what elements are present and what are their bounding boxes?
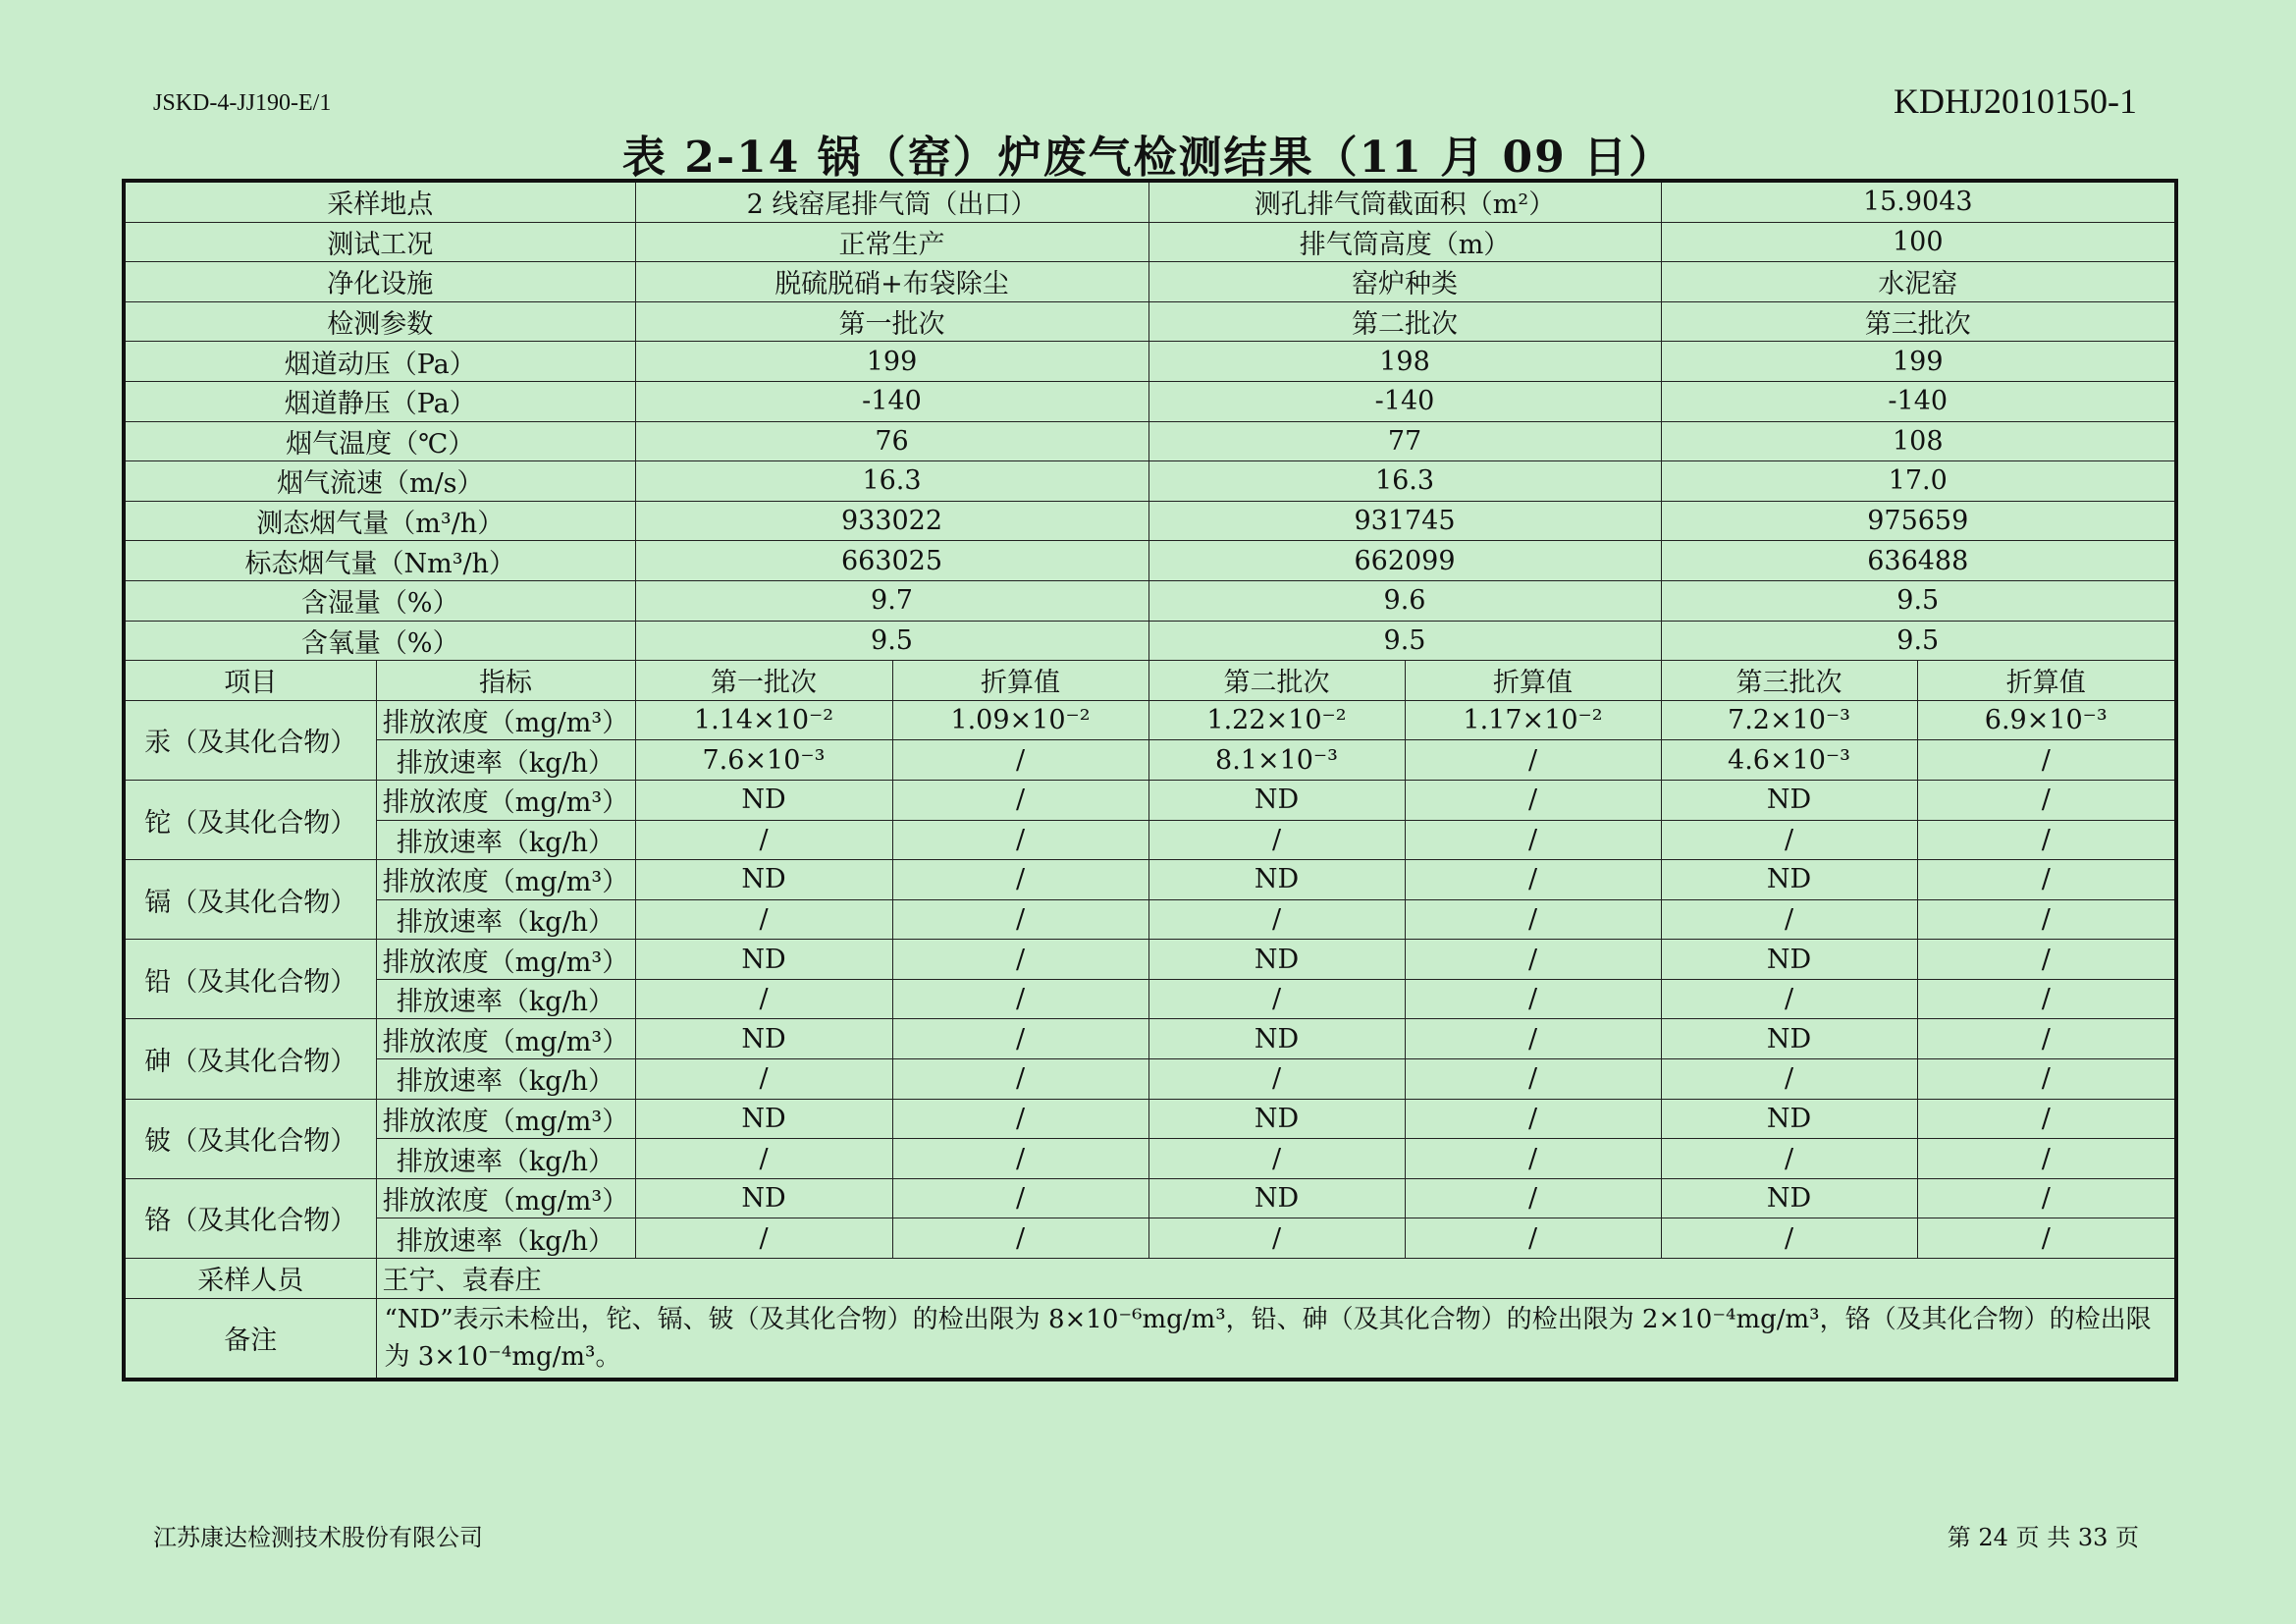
- value-cell: /: [1405, 780, 1661, 820]
- value-cell: /: [1661, 899, 1917, 940]
- value-cell: 8.1×10⁻³: [1148, 740, 1405, 781]
- value-cell: /: [1405, 979, 1661, 1019]
- indicator-label: 排放速率（kg/h）: [376, 899, 635, 940]
- value-cell: /: [1917, 860, 2176, 900]
- value-cell: /: [1148, 820, 1405, 860]
- pollutant-row: [124, 700, 2176, 740]
- pollutant-row: [124, 1019, 2176, 1059]
- info-value: 脱硫脱硝+布袋除尘: [635, 262, 1148, 302]
- value-cell: /: [1917, 1139, 2176, 1179]
- value-cell: ND: [1148, 780, 1405, 820]
- value-cell: /: [1917, 1218, 2176, 1259]
- info-label: 烟道动压（Pa）: [124, 342, 635, 382]
- value-cell: 4.6×10⁻³: [1661, 740, 1917, 781]
- remark-row: [124, 1298, 2176, 1380]
- indicator-label: 排放速率（kg/h）: [376, 740, 635, 781]
- value-cell: /: [1917, 899, 2176, 940]
- pollutant-row: [124, 1099, 2176, 1139]
- remark-text: “ND”表示未检出，铊、镉、铍（及其化合物）的检出限为 8×10⁻⁶mg/m³，铅、砷（及其化合物）的检出限为 2×10⁻⁴mg/m³，铬（及其化合物）的检出限为 3×10⁻⁴mg/m³。: [376, 1298, 2176, 1380]
- table-title: 表 2-14 锅（窑）炉废气检测结果（11 月 09 日）: [621, 133, 1675, 183]
- info-row: [124, 621, 2176, 661]
- value-cell: ND: [635, 780, 892, 820]
- info-value: 9.5: [1148, 621, 1661, 661]
- info-row: [124, 222, 2176, 262]
- value-cell: /: [1148, 979, 1405, 1019]
- value-cell: /: [1405, 860, 1661, 900]
- value-cell: /: [1405, 740, 1661, 781]
- value-cell: /: [1917, 740, 2176, 781]
- info-label: 标态烟气量（Nm³/h）: [124, 541, 635, 581]
- pollutant-row: [124, 780, 2176, 820]
- value-cell: /: [1917, 1019, 2176, 1059]
- value-cell: /: [1405, 820, 1661, 860]
- column-header: 折算值: [1917, 661, 2176, 701]
- value-cell: /: [1405, 899, 1661, 940]
- value-cell: /: [892, 740, 1148, 781]
- info-value: 排气筒高度（m）: [1148, 222, 1661, 262]
- value-cell: ND: [1661, 1099, 1917, 1139]
- value-cell: /: [1661, 820, 1917, 860]
- value-cell: /: [1661, 1139, 1917, 1179]
- value-cell: /: [1917, 820, 2176, 860]
- info-value: 636488: [1661, 541, 2176, 581]
- value-cell: /: [1405, 940, 1661, 980]
- value-cell: ND: [635, 940, 892, 980]
- value-cell: /: [1148, 1059, 1405, 1100]
- pollutant-name: 镉（及其化合物）: [124, 860, 376, 940]
- value-cell: /: [892, 1099, 1148, 1139]
- value-cell: /: [635, 1059, 892, 1100]
- info-value: 测孔排气筒截面积（m²）: [1148, 181, 1661, 222]
- info-row: [124, 301, 2176, 342]
- value-cell: /: [892, 820, 1148, 860]
- info-label: 烟气温度（℃）: [124, 421, 635, 461]
- value-cell: /: [1405, 1178, 1661, 1218]
- info-row: [124, 541, 2176, 581]
- pollutant-row: [124, 860, 2176, 900]
- pollutant-row: [124, 1178, 2176, 1218]
- value-cell: /: [1148, 1218, 1405, 1259]
- column-header: 第三批次: [1661, 661, 1917, 701]
- info-value: 窑炉种类: [1148, 262, 1661, 302]
- indicator-label: 排放浓度（mg/m³）: [376, 860, 635, 900]
- pollutant-row: [124, 820, 2176, 860]
- value-cell: 7.6×10⁻³: [635, 740, 892, 781]
- info-value: 第三批次: [1661, 301, 2176, 342]
- info-label: 烟道静压（Pa）: [124, 381, 635, 421]
- info-value: -140: [1148, 381, 1661, 421]
- pollutant-row: [124, 740, 2176, 781]
- value-cell: /: [1661, 1059, 1917, 1100]
- info-value: 198: [1148, 342, 1661, 382]
- value-cell: /: [635, 979, 892, 1019]
- info-value: 17.0: [1661, 461, 2176, 502]
- info-label: 测试工况: [124, 222, 635, 262]
- value-cell: /: [892, 899, 1148, 940]
- indicator-label: 排放浓度（mg/m³）: [376, 700, 635, 740]
- indicator-label: 排放浓度（mg/m³）: [376, 780, 635, 820]
- indicator-label: 排放速率（kg/h）: [376, 820, 635, 860]
- value-cell: /: [892, 1218, 1148, 1259]
- info-label: 测态烟气量（m³/h）: [124, 501, 635, 541]
- info-row: [124, 181, 2176, 222]
- indicator-label: 排放浓度（mg/m³）: [376, 1099, 635, 1139]
- pollutant-name: 铅（及其化合物）: [124, 940, 376, 1019]
- info-value: 931745: [1148, 501, 1661, 541]
- info-value: 9.7: [635, 580, 1148, 621]
- info-value: 9.6: [1148, 580, 1661, 621]
- value-cell: 1.22×10⁻²: [1148, 700, 1405, 740]
- info-value: -140: [1661, 381, 2176, 421]
- emission-result-table: [122, 179, 2178, 1381]
- value-cell: /: [635, 820, 892, 860]
- value-cell: /: [892, 1178, 1148, 1218]
- info-value: 9.5: [635, 621, 1148, 661]
- company-name: 江苏康达检测技术股份有限公司: [153, 1524, 483, 1551]
- value-cell: /: [1405, 1218, 1661, 1259]
- pollutant-name: 砷（及其化合物）: [124, 1019, 376, 1099]
- column-header: 折算值: [892, 661, 1148, 701]
- pollutant-row: [124, 940, 2176, 980]
- value-cell: 6.9×10⁻³: [1917, 700, 2176, 740]
- info-value: 77: [1148, 421, 1661, 461]
- value-cell: ND: [635, 1019, 892, 1059]
- info-row: [124, 262, 2176, 302]
- value-cell: ND: [635, 1099, 892, 1139]
- sampler-names: 王宁、袁春庄: [376, 1259, 2176, 1299]
- pollutant-row: [124, 1139, 2176, 1179]
- info-label: 检测参数: [124, 301, 635, 342]
- pollutant-name: 铬（及其化合物）: [124, 1178, 376, 1258]
- value-cell: /: [1405, 1139, 1661, 1179]
- value-cell: /: [892, 940, 1148, 980]
- pollutant-name: 汞（及其化合物）: [124, 700, 376, 780]
- info-row: [124, 421, 2176, 461]
- info-label: 含氧量（%）: [124, 621, 635, 661]
- value-cell: ND: [1661, 780, 1917, 820]
- value-cell: /: [892, 1139, 1148, 1179]
- sampler-label: 采样人员: [124, 1259, 376, 1299]
- info-value: 正常生产: [635, 222, 1148, 262]
- value-cell: /: [892, 1019, 1148, 1059]
- info-label: 烟气流速（m/s）: [124, 461, 635, 502]
- value-cell: ND: [1148, 1019, 1405, 1059]
- info-row: [124, 381, 2176, 421]
- value-cell: ND: [635, 1178, 892, 1218]
- indicator-label: 排放速率（kg/h）: [376, 1139, 635, 1179]
- value-cell: /: [892, 1059, 1148, 1100]
- info-value: 199: [1661, 342, 2176, 382]
- column-header: 第二批次: [1148, 661, 1405, 701]
- value-cell: /: [635, 1218, 892, 1259]
- value-cell: /: [1148, 1139, 1405, 1179]
- info-value: 662099: [1148, 541, 1661, 581]
- indicator-label: 排放浓度（mg/m³）: [376, 1019, 635, 1059]
- page-number: 第 24 页 共 33 页: [1947, 1524, 2139, 1551]
- document-code: JSKD-4-JJ190-E/1: [153, 90, 332, 116]
- info-value: -140: [635, 381, 1148, 421]
- value-cell: /: [1405, 1099, 1661, 1139]
- value-cell: /: [1917, 940, 2176, 980]
- value-cell: /: [1917, 979, 2176, 1019]
- pollutant-row: [124, 1059, 2176, 1100]
- info-value: 933022: [635, 501, 1148, 541]
- value-cell: /: [1405, 1059, 1661, 1100]
- value-cell: /: [1661, 979, 1917, 1019]
- value-cell: /: [892, 860, 1148, 900]
- info-value: 2 线窑尾排气筒（出口）: [635, 181, 1148, 222]
- pollutant-row: [124, 899, 2176, 940]
- info-value: 水泥窑: [1661, 262, 2176, 302]
- value-cell: /: [1148, 899, 1405, 940]
- info-value: 100: [1661, 222, 2176, 262]
- info-value: 663025: [635, 541, 1148, 581]
- value-cell: /: [1917, 1099, 2176, 1139]
- value-cell: 7.2×10⁻³: [1661, 700, 1917, 740]
- value-cell: /: [1917, 1178, 2176, 1218]
- sub-header-row: [124, 661, 2176, 701]
- value-cell: /: [1405, 1019, 1661, 1059]
- value-cell: /: [635, 1139, 892, 1179]
- info-row: [124, 501, 2176, 541]
- remark-label: 备注: [124, 1298, 376, 1380]
- value-cell: 1.17×10⁻²: [1405, 700, 1661, 740]
- info-value: 108: [1661, 421, 2176, 461]
- value-cell: ND: [1148, 860, 1405, 900]
- column-header: 项目: [124, 661, 376, 701]
- value-cell: /: [1661, 1218, 1917, 1259]
- sampler-row: [124, 1259, 2176, 1299]
- column-header: 指标: [376, 661, 635, 701]
- value-cell: /: [892, 979, 1148, 1019]
- value-cell: /: [635, 899, 892, 940]
- info-value: 975659: [1661, 501, 2176, 541]
- info-label: 含湿量（%）: [124, 580, 635, 621]
- report-number: KDHJ2010150-1: [1894, 81, 2137, 121]
- value-cell: ND: [1661, 860, 1917, 900]
- info-label: 净化设施: [124, 262, 635, 302]
- pollutant-name: 铍（及其化合物）: [124, 1099, 376, 1178]
- indicator-label: 排放速率（kg/h）: [376, 979, 635, 1019]
- pollutant-row: [124, 979, 2176, 1019]
- info-value: 15.9043: [1661, 181, 2176, 222]
- indicator-label: 排放浓度（mg/m³）: [376, 1178, 635, 1218]
- indicator-label: 排放速率（kg/h）: [376, 1218, 635, 1259]
- value-cell: ND: [1148, 1178, 1405, 1218]
- info-value: 第一批次: [635, 301, 1148, 342]
- value-cell: ND: [1661, 1019, 1917, 1059]
- value-cell: 1.14×10⁻²: [635, 700, 892, 740]
- column-header: 第一批次: [635, 661, 892, 701]
- value-cell: ND: [635, 860, 892, 900]
- value-cell: /: [1917, 1059, 2176, 1100]
- pollutant-row: [124, 1218, 2176, 1259]
- info-value: 16.3: [635, 461, 1148, 502]
- value-cell: /: [892, 780, 1148, 820]
- value-cell: 1.09×10⁻²: [892, 700, 1148, 740]
- indicator-label: 排放浓度（mg/m³）: [376, 940, 635, 980]
- column-header: 折算值: [1405, 661, 1661, 701]
- info-value: 第二批次: [1148, 301, 1661, 342]
- info-value: 76: [635, 421, 1148, 461]
- pollutant-name: 铊（及其化合物）: [124, 780, 376, 859]
- value-cell: ND: [1661, 1178, 1917, 1218]
- value-cell: ND: [1661, 940, 1917, 980]
- value-cell: /: [1917, 780, 2176, 820]
- info-row: [124, 580, 2176, 621]
- value-cell: ND: [1148, 1099, 1405, 1139]
- info-value: 199: [635, 342, 1148, 382]
- indicator-label: 排放速率（kg/h）: [376, 1059, 635, 1100]
- info-value: 9.5: [1661, 580, 2176, 621]
- info-row: [124, 342, 2176, 382]
- info-label: 采样地点: [124, 181, 635, 222]
- info-value: 9.5: [1661, 621, 2176, 661]
- info-row: [124, 461, 2176, 502]
- info-value: 16.3: [1148, 461, 1661, 502]
- value-cell: ND: [1148, 940, 1405, 980]
